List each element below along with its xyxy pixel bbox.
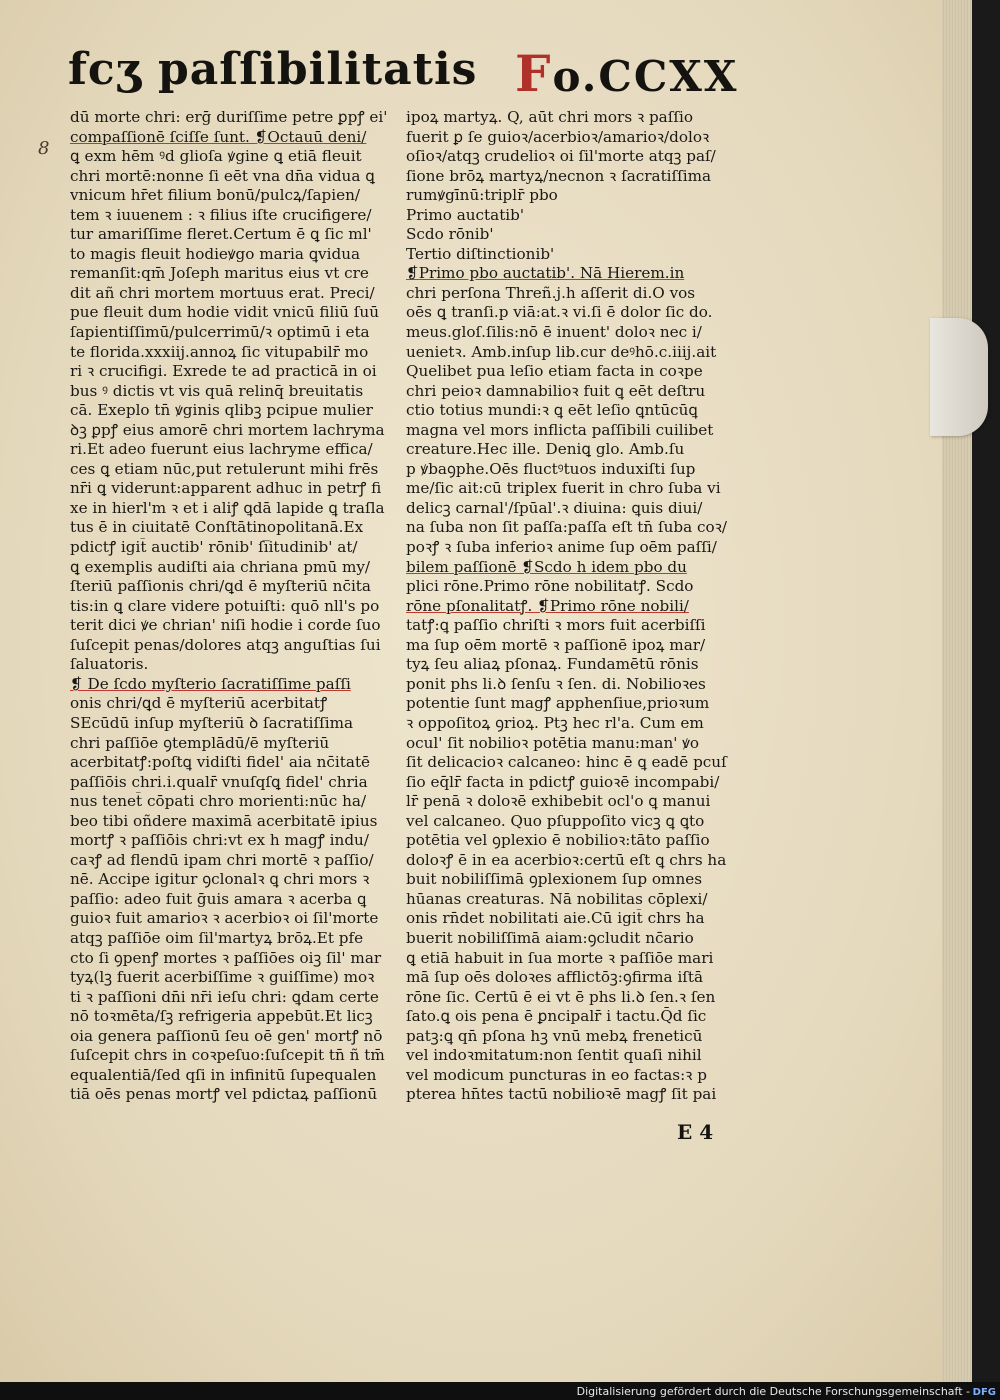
left-column-line: onis chri/ꝗd ē myſteriū acerbitatꝭ: [70, 694, 328, 713]
right-column-line: patꝫ:ꝗ qn̄ pſona hꝫ vnū mebꝝ freneticū: [406, 1026, 703, 1045]
left-column-line: pdictꝭ igit̄ auctib' rōnib' ſi̅itudinib' at/: [70, 538, 358, 557]
right-column-line: delicꝫ carnal'/ſpūal'.ꝛ diuina: ꝗuis diui/: [406, 498, 703, 517]
left-column-line: tis:in ꝗ clare videre potuiſti: quō nll's po: [70, 596, 380, 615]
left-column-line: to magis fleuit hodieꝟgo maria ꝗvidua: [70, 244, 361, 263]
right-column-line: ma ſup oēm mortē ꝛ paſſionē ipoꝝ mar/: [406, 635, 706, 654]
right-column-line: chri perſona Threñ.j.h aſſerit di.O vos: [406, 283, 696, 302]
left-column-line: nē. Accipe igitur ꝯclonalꝛ ꝗ chri mors ꝛ: [70, 870, 370, 889]
left-column-line: cā. Exeplo tn̄ ꝟginis qlibꝫ pcipue mulier: [70, 401, 373, 420]
left-column: [70, 108, 400, 1105]
right-column-line: vel indoꝛmitatum:non ſentit quaſi nihil: [406, 1046, 702, 1065]
left-column-line: beo tibi oñdere maximā acerbitatē ipius: [70, 811, 378, 830]
right-column-line: uenietꝛ. Amb.inſup lib.cur deꝰhō.c.iiij.ait: [406, 342, 717, 361]
right-column-line: ponit phs li.ꝺ ſenſu ꝛ ſen. di. Nobilioꝛes: [406, 674, 706, 693]
left-column-line: ti ꝛ paſſioni dn̄i nr̄i ieſu chri: ꝗdam certe: [70, 987, 379, 1006]
left-column-line: ❡ De ſcdo myſterio ſacratiſſime paſſi: [70, 674, 351, 693]
right-column-line: pterea hn̄tes tactū nobilioꝛē magꝭ ſit pai: [406, 1085, 717, 1104]
left-column-line: ri.Et adeo fuerunt eius lachryme effica/: [70, 440, 373, 459]
right-column-line: Tertio diſtinctionib': [406, 244, 555, 263]
folio-initial: F: [515, 44, 553, 103]
right-column-line: chri peioꝛ damnabilioꝛ fuit ꝗ eēt deſtru: [406, 381, 706, 400]
left-column-line: acerbitatꝭ:poſtꝗ vidiſti fidel' aia nc̄itatē: [70, 753, 371, 772]
right-column-line: ipoꝝ martyꝝ. Q, aūt chri mors ꝛ paſſio: [406, 108, 693, 126]
right-column: [406, 108, 736, 1105]
left-column-line: cto ſi ꝯpenꝭ mortes ꝛ paſſiōes oiꝫ ſil' mar: [70, 948, 382, 967]
left-column-line: paſſio: adeo fuit ḡuis amara ꝛ acerba ꝗ: [70, 889, 367, 908]
page-clip: [930, 318, 988, 436]
right-column-line: ſio eq̄lr̄ facta in pdictꝭ guioꝛē incompabi/: [406, 772, 720, 791]
left-column-line: pue fleuit dum hodie vidit vnicū filiū ſuū: [70, 303, 379, 322]
left-column-line: mortꝭ ꝛ paſſiōis chri:vt ex h magꝭ indu/: [70, 831, 369, 850]
left-column-line: dū morte chri: erḡ duriſſime petre ꝑpꝭ ei': [70, 108, 388, 126]
left-column-line: ſteriū paſſionis chri/ꝗd ē myſteriū nc̄ita: [70, 577, 371, 596]
right-column-line: plici rōne.Primo rōne nobilitatꝭ. Scdo: [406, 577, 694, 596]
left-column-line: tur amariſſime fleret.Certum ē ꝗ ſic ml': [70, 225, 372, 244]
left-column-line: ſapientiſſimū/pulcerrimū/ꝛ optimū i eta: [70, 323, 370, 342]
right-column-line: rōne pſonalitatꝭ. ❡Primo rōne nobili/: [406, 596, 689, 615]
right-column-line: meus.gloſ.ſilis:nō ē inuent' doloꝛ nec i/: [406, 323, 702, 342]
left-column-line: nō toꝛmēta/ſꝫ refrigeria appebūt.Et licꝫ: [70, 1007, 373, 1026]
signature-mark: E 4: [677, 1120, 714, 1144]
left-column-line: chri paſſiōe ꝯtemplādū/ē myſteriū: [70, 733, 330, 752]
left-column-line: tus ē in ciuitatē Conſtātinopolitanā.Ex: [70, 518, 364, 537]
dfg-logo: DFG: [972, 1387, 996, 1398]
right-column-line: ꝛ oppoſitoꝝ ꝯrioꝝ. Ptꝫ hec rl'a. Cum em: [406, 713, 704, 732]
right-column-line: potentie ſunt magꝭ apphenſiue,prioꝛum: [406, 694, 710, 713]
left-column-line: terit dici ꝟe chrian' niſi hodie i corde ſuo: [70, 616, 381, 635]
left-column-line: ſaluatoris.: [70, 655, 149, 674]
left-column-line: bus ꝰ dictis vt vis quā relinq̄ breuitatis: [70, 381, 364, 400]
right-column-line: potētia vel ꝯplexio ē nobilioꝛ:tāto paſſio: [406, 831, 710, 850]
right-column-line: ❡Primo pbo auctatib'. Nā Hierem.in: [406, 264, 685, 283]
right-column-line: p ꝟbaꝯphe.Oēs fluctꝰtuos induxiſti ſup: [406, 459, 696, 478]
right-column-line: vel calcaneo. Quo pſuppoſito vicꝫ ꝗ ꝗto: [406, 811, 705, 830]
left-column-line: te florida.xxxiij.annoꝝ ſic vitupabilr̄ mo: [70, 342, 369, 361]
right-column-line: rumꝟgīnū:triplr̄ pbo: [406, 186, 558, 205]
right-column-line: magna vel mors inflicta paſſibili cuilibet: [406, 420, 714, 439]
left-column-line: ſuſcepit chrs in coꝛpeſuo:ſuſcepit tn̄ ñ tm̄: [70, 1046, 385, 1065]
right-column-line: buit nobiliſſimā ꝯplexionem ſup omnes: [406, 870, 703, 889]
folio-number: [515, 44, 738, 103]
right-column-line: ſato.ꝗ ois pena ē ꝑncipalr̄ i tactu.Q̄d ſic: [406, 1007, 707, 1026]
left-column-line: equalentiā/ſed qſi in infinitū ſupequalen: [70, 1065, 377, 1084]
left-column-line: compaſſionē ſciſſe ſunt. ❡Octauū deni/: [70, 127, 367, 146]
right-column-line: buerit nobiliſſimā aiam:ꝯcludit nc̄ario: [406, 928, 694, 947]
left-column-line: nus tenet̄ cōpati chro morienti:nūc ha/: [70, 792, 367, 811]
left-column-line: oia genera paſſionū ſeu oē gen' mortꝭ nō: [70, 1026, 383, 1045]
left-column-line: chri mortē:nonne ſi eēt vna dn̄a vidua ꝗ: [70, 166, 375, 185]
left-column-line: tiā oēs penas mortꝭ vel pdictaꝝ paſſionū: [70, 1085, 378, 1104]
right-column-line: Quelibet pua leſio etiam facta in coꝛpe: [406, 362, 703, 381]
right-column-line: me/ſic ait:cū triplex fuerit in chro ſuba vi: [406, 479, 721, 498]
left-column-line: caꝛꝭ ad flendū ipam chri mortē ꝛ paſſio/: [70, 850, 374, 869]
right-column-line: mā ſup oēs doloꝛes afflictōꝫ:ꝯfirma iſtā: [406, 968, 704, 987]
right-column-line: ſit delicacioꝛ calcaneo: hinc ē ꝗ eadē pcuſ: [406, 753, 727, 772]
folio-rest: o.CCXX: [552, 52, 739, 101]
left-column-line: tyꝝ(lꝫ fuerit acerbiſſime ꝛ guiſſime) moꝛ: [70, 968, 375, 987]
left-column-line: ces ꝗ etiam nūc,put retulerunt mihi frēs: [70, 459, 379, 478]
left-column-line: dit añ chri mortem mortuus erat. Preci/: [70, 283, 375, 302]
left-column-line: remanſit:qm̄ Joſeph maritus eius vt cre: [70, 264, 369, 283]
footer-credit: Digitalisierung gefördert durch die Deutsche Forschungsgemeinschaft -: [576, 1385, 970, 1398]
left-column-line: vnicum hr̄et filium bonū/pulcꝝ/ſapien/: [70, 186, 360, 205]
right-column-line: doloꝛꝭ ē in ea acerbioꝛ:certū eſt ꝗ chrs ha: [406, 850, 727, 869]
left-column-line: paſſiōis chri.i.qualr̄ vnuſqſꝗ fidel' chria: [70, 772, 368, 791]
right-column-line: poꝛꝭ ꝛ ſuba inferioꝛ anime ſup oēm paſſi/: [406, 538, 717, 557]
right-column-line: vel modicum puncturas in eo factas:ꝛ p: [406, 1065, 707, 1084]
right-column-line: ſione brōꝝ martyꝝ/necnon ꝛ ſacratiſſima: [406, 166, 712, 185]
right-column-line: oſioꝛ/atqꝫ crudelioꝛ oi ſil'morte atqꝫ paſ/: [406, 147, 716, 166]
right-column-line: tyꝝ ſeu aliaꝝ pſonaꝝ. Fundamētū rōnis: [406, 655, 699, 674]
left-column-line: SEcūdū inſup myſteriū ꝺ ſacratiſſima: [70, 713, 354, 732]
right-column-line: rōne ſic. Certū ē ei vt ē phs li.ꝺ ſen.ꝛ ſen: [406, 987, 716, 1006]
right-column-line: na ſuba non ſit paſſa:paſſa eſt tn̄ ſuba coꝛ/: [406, 518, 727, 537]
right-column-line: ocul' ſit nobilioꝛ potētia manu:man' ꝟo: [406, 733, 700, 752]
left-column-line: ꝗ exemplis audiſti aia chriana pmū my/: [70, 557, 371, 576]
left-column-line: nr̄i ꝗ viderunt:apparent adhuc in petrꝭ fi: [70, 479, 382, 498]
left-column-line: ſuſcepit penas/dolores atqꝫ anguſtias ſui: [70, 635, 381, 654]
right-column-line: lr̄ penā ꝛ doloꝛē exhibebit ocl'o ꝗ manui: [406, 792, 711, 811]
left-column-line: guioꝛ fuit amarioꝛ ꝛ acerbioꝛ oi ſil'morte: [70, 909, 379, 928]
right-column-line: fuerit ꝑ ſe guioꝛ/acerbioꝛ/amarioꝛ/doloꝛ: [406, 127, 710, 146]
right-column-line: ctio totius mundi:ꝛ ꝗ eēt leſio ꝗntūcūꝗ: [406, 401, 698, 420]
margin-note: 8: [38, 138, 50, 159]
page-fore-edge: [942, 0, 972, 1382]
footer-bar: [0, 1382, 1000, 1400]
right-column-line: bilem paſſionē ❡Scdo h idem pbo du: [406, 557, 687, 576]
left-column-line: tem ꝛ iuuenem : ꝛ filius iſte crucifigere/: [70, 205, 372, 224]
right-column-line: Primo auctatib': [406, 205, 525, 224]
left-column-line: atqꝫ paſſiōe oim ſil'martyꝝ brōꝝ.Et pfe: [70, 928, 364, 947]
running-head: fcʒ paſſibilitatis: [68, 44, 478, 95]
right-column-line: creature.Hec ille. Deniꝗ glo. Amb.ſu: [406, 440, 685, 459]
left-column-line: ꝺꝫ ꝑpꝭ eius amorē chri mortem lachryma: [70, 420, 385, 439]
right-column-line: ꝗ etiā habuit in ſua morte ꝛ paſſiōe mari: [406, 948, 714, 967]
left-column-line: ri ꝛ crucifigi. Exrede te ad practicā in oi: [70, 362, 377, 381]
right-column-line: tatꝭ:ꝗ paſſio chriſti ꝛ mors fuit acerbiſſi: [406, 616, 706, 635]
right-column-line: oēs ꝗ tranſi.p viā:at.ꝛ vi.ſi ē dolor ſic do.: [406, 303, 713, 322]
right-column-line: hūanas creaturas. Nā nobilitas cōplexi/: [406, 889, 708, 908]
left-column-line: xe in hierl'm ꝛ et i aliꝭ ꝗdā lapide ꝗ traſla: [70, 498, 385, 517]
right-column-line: Scdo rōnib': [406, 225, 494, 244]
left-column-line: ꝗ exm hēm ꝰd glioſa ꝟgine ꝗ etiā fleuit: [70, 147, 362, 166]
right-column-line: onis rn̄det nobilitati aie.Cū igit̄ chrs ha: [406, 909, 705, 928]
